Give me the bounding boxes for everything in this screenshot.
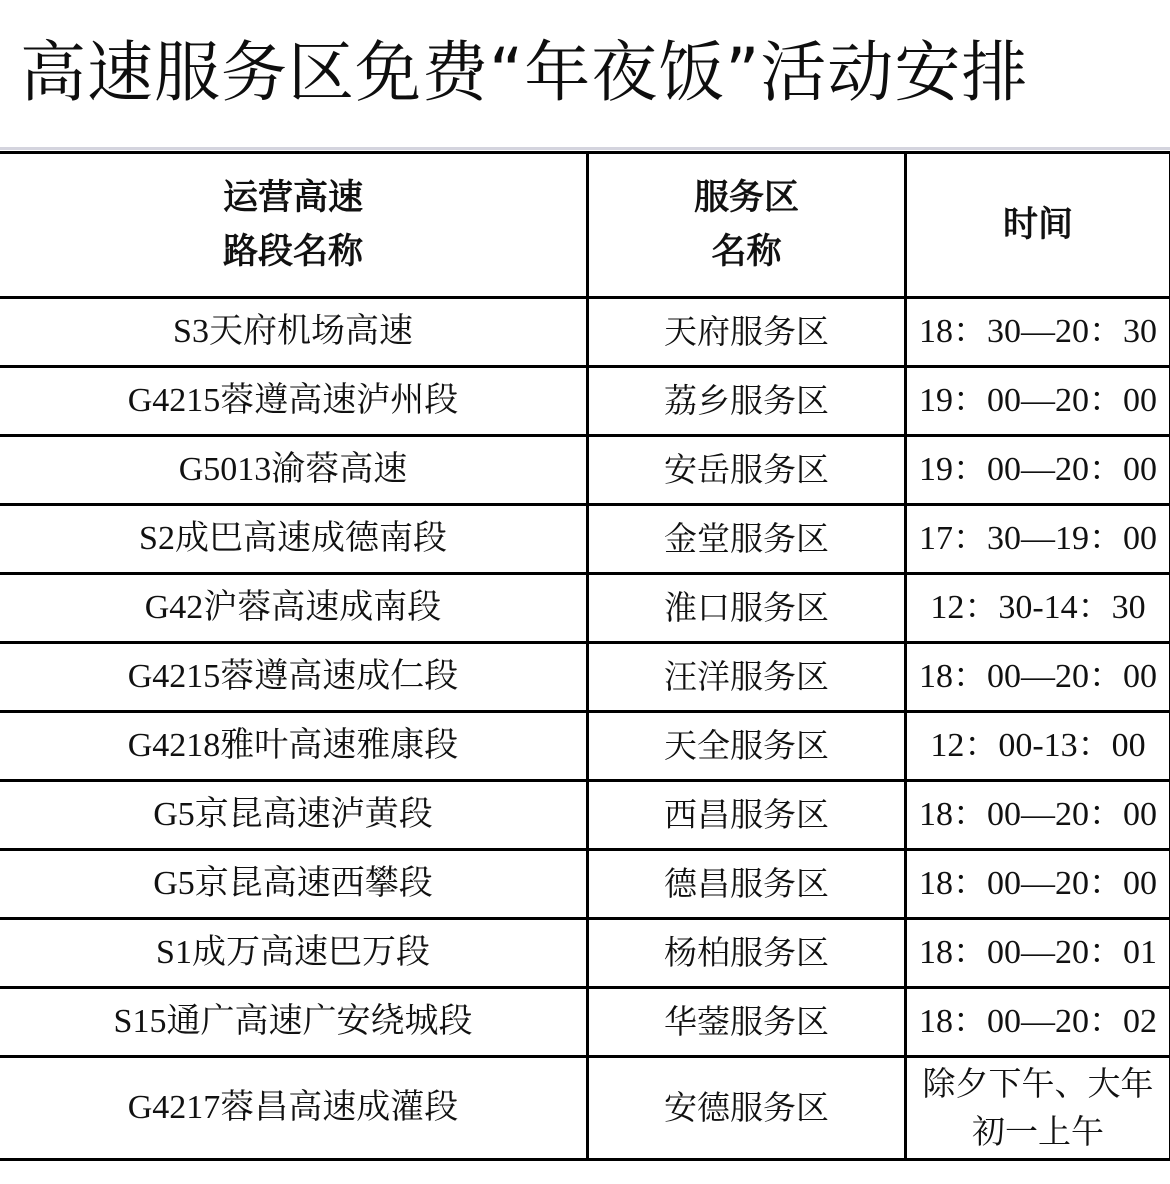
route-cell: S2成巴高速成德南段 — [0, 505, 588, 574]
service-area-cell: 荔乡服务区 — [588, 367, 906, 436]
time-cell: 19：00—20：00 — [906, 436, 1170, 505]
route-cell: G5京昆高速泸黄段 — [0, 781, 588, 850]
service-area-cell: 淮口服务区 — [588, 574, 906, 643]
service-area-cell: 天府服务区 — [588, 298, 906, 367]
time-cell: 12：00-13：00 — [906, 712, 1170, 781]
time-cell: 12：30-14：30 — [906, 574, 1170, 643]
header-route-line-1: 运营高速 — [222, 178, 363, 218]
table-header-row — [0, 153, 1170, 298]
table-row — [0, 298, 1170, 367]
time-cell: 18：00—20：01 — [906, 919, 1170, 988]
route-cell: G5013渝蓉高速 — [0, 436, 588, 505]
table-row — [0, 712, 1170, 781]
header-route — [0, 153, 588, 298]
title-bar — [0, 0, 1170, 150]
table-row — [0, 988, 1170, 1057]
service-area-cell: 金堂服务区 — [588, 505, 906, 574]
service-area-cell: 杨柏服务区 — [588, 919, 906, 988]
header-service-area — [588, 153, 906, 298]
service-area-cell: 德昌服务区 — [588, 850, 906, 919]
service-area-cell: 华蓥服务区 — [588, 988, 906, 1057]
table-row — [0, 643, 1170, 712]
route-cell: S15通广高速广安绕城段 — [0, 988, 588, 1057]
header-service-area-line-1: 服务区 — [693, 178, 799, 218]
schedule-table — [0, 151, 1170, 1161]
table-row — [0, 919, 1170, 988]
service-area-cell: 汪洋服务区 — [588, 643, 906, 712]
header-route-line-2: 路段名称 — [222, 232, 363, 272]
route-cell: S3天府机场高速 — [0, 298, 588, 367]
service-area-cell: 安德服务区 — [588, 1057, 906, 1160]
service-area-cell: 安岳服务区 — [588, 436, 906, 505]
route-cell: G4218雅叶高速雅康段 — [0, 712, 588, 781]
route-cell: G4215蓉遵高速泸州段 — [0, 367, 588, 436]
table-row — [0, 367, 1170, 436]
time-cell: 18：00—20：00 — [906, 643, 1170, 712]
time-cell: 17：30—19：00 — [906, 505, 1170, 574]
route-cell: G42沪蓉高速成南段 — [0, 574, 588, 643]
time-cell: 18：30—20：30 — [906, 298, 1170, 367]
time-cell: 18：00—20：02 — [906, 988, 1170, 1057]
time-cell: 18：00—20：00 — [906, 781, 1170, 850]
route-cell: G4215蓉遵高速成仁段 — [0, 643, 588, 712]
table-row — [0, 781, 1170, 850]
time-cell — [906, 1057, 1170, 1160]
table-row — [0, 505, 1170, 574]
table-row — [0, 574, 1170, 643]
header-time: 时间 — [906, 153, 1170, 298]
service-area-cell: 天全服务区 — [588, 712, 906, 781]
time-cell-line-1: 除夕下午、大年 — [922, 1064, 1154, 1103]
header-service-area-line-2: 名称 — [711, 232, 782, 272]
time-cell: 19：00—20：00 — [906, 367, 1170, 436]
table-row — [0, 1057, 1170, 1160]
route-cell: G5京昆高速西攀段 — [0, 850, 588, 919]
time-cell-line-2: 初一上午 — [972, 1112, 1104, 1151]
service-area-cell: 西昌服务区 — [588, 781, 906, 850]
route-cell: S1成万高速巴万段 — [0, 919, 588, 988]
page-title: 高速服务区免费“年夜饭”活动安排 — [20, 34, 1029, 111]
route-cell: G4217蓉昌高速成灌段 — [0, 1057, 588, 1160]
table-row — [0, 436, 1170, 505]
table-row — [0, 850, 1170, 919]
time-cell: 18：00—20：00 — [906, 850, 1170, 919]
